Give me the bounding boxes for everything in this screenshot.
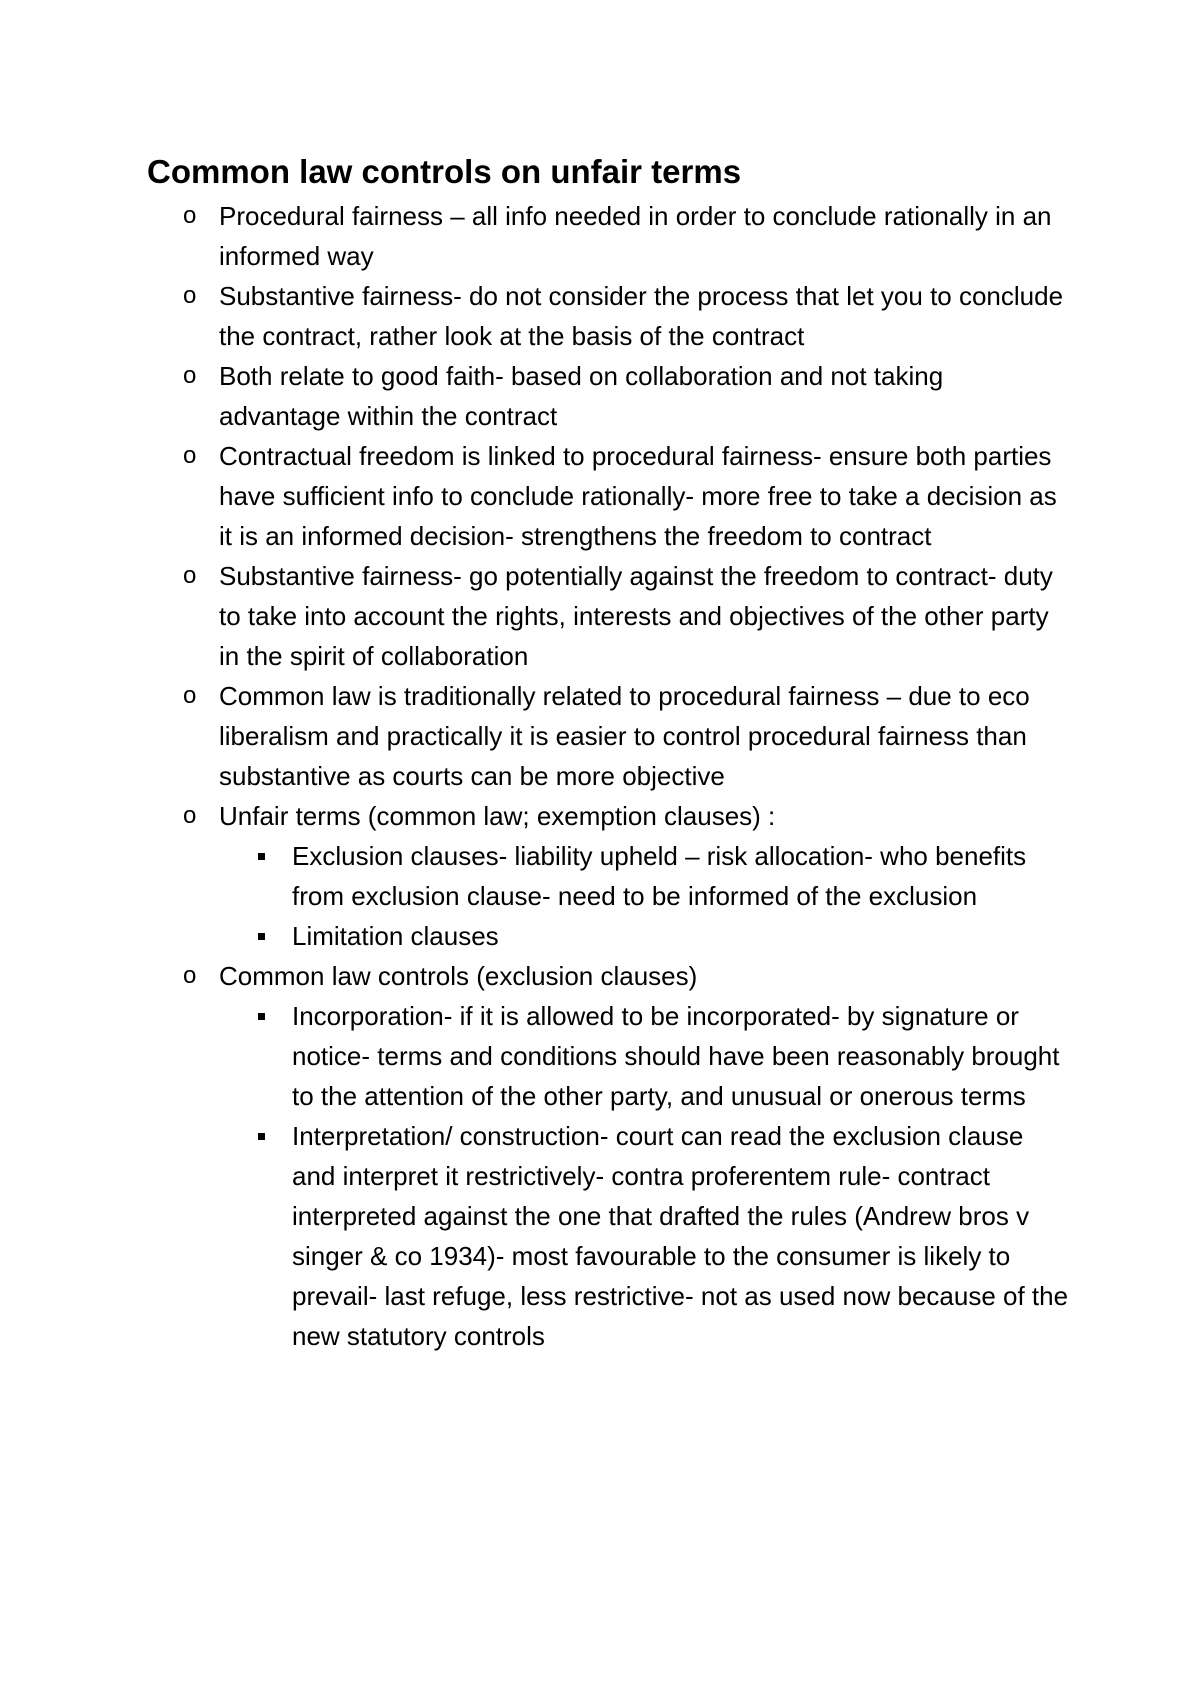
bullet-list: [0, 196, 1200, 1356]
sub-list-item: [0, 996, 1069, 1116]
list-item: [0, 276, 1069, 356]
list-item-text: Exclusion clauses- liability upheld – risk allocation- who benefits from exclusion clause- need to be informed of the exclusion: [292, 841, 1027, 911]
sub-list-item: [0, 836, 1069, 916]
list-item: [0, 436, 1069, 556]
list-item-text: Substantive fairness- do not consider the process that let you to conclude the contract, rather look at the basis of the contract: [219, 281, 1064, 351]
list-item: [0, 556, 1069, 676]
list-item-text: Incorporation- if it is allowed to be incorporated- by signature or notice- terms and conditions should have been reasonably brought to the attention of the other party, and unusual or onerous terms: [292, 1001, 1060, 1111]
circle-bullet-icon: o: [183, 442, 197, 469]
circle-bullet-icon: o: [183, 202, 197, 229]
circle-bullet-icon: o: [183, 362, 197, 389]
list-item-text: Substantive fairness- go potentially against the freedom to contract- duty to take into account the rights, interests and objectives of the other party in the spirit of collaboration: [219, 561, 1053, 671]
sub-list-item: [0, 916, 1069, 956]
list-item: [0, 796, 1069, 836]
list-item-text: Interpretation/ construction- court can read the exclusion clause and interpret it restrictively- contra proferentem rule- contract interpreted against the one that drafted the rules (Andrew bros v singer & co 1934)- most favourable to the consumer is likely to prevail- last refuge, less restrictive- not as used now because of the new statutory controls: [292, 1121, 1069, 1351]
list-item: [0, 196, 1069, 276]
list-item-text: Procedural fairness – all info needed in order to conclude rationally in an informed way: [219, 201, 1052, 271]
list-item-text: Common law is traditionally related to procedural fairness – due to eco liberalism and practically it is easier to control procedural fairness than substantive as courts can be more objective: [219, 681, 1030, 791]
list-item: [0, 956, 1069, 996]
document-heading: Common law controls on unfair terms: [147, 153, 742, 190]
list-item: [0, 356, 1069, 436]
circle-bullet-icon: o: [183, 802, 197, 829]
circle-bullet-icon: o: [183, 282, 197, 309]
circle-bullet-icon: o: [183, 562, 197, 589]
list-item-text: Limitation clauses: [292, 921, 499, 951]
list-item-text: Contractual freedom is linked to procedural fairness- ensure both parties have sufficient info to conclude rationally- more free to take a decision as it is an informed decision- strengthens the freedom to contract: [219, 441, 1057, 551]
list-item-text: Unfair terms (common law; exemption clauses) :: [219, 801, 776, 831]
circle-bullet-icon: o: [183, 682, 197, 709]
circle-bullet-icon: o: [183, 962, 197, 989]
list-item-text: Both relate to good faith- based on collaboration and not taking advantage within the contract: [219, 361, 944, 431]
list-item: [0, 676, 1069, 796]
list-item-text: Common law controls (exclusion clauses): [219, 961, 698, 991]
sub-list-item: [0, 1116, 1069, 1356]
